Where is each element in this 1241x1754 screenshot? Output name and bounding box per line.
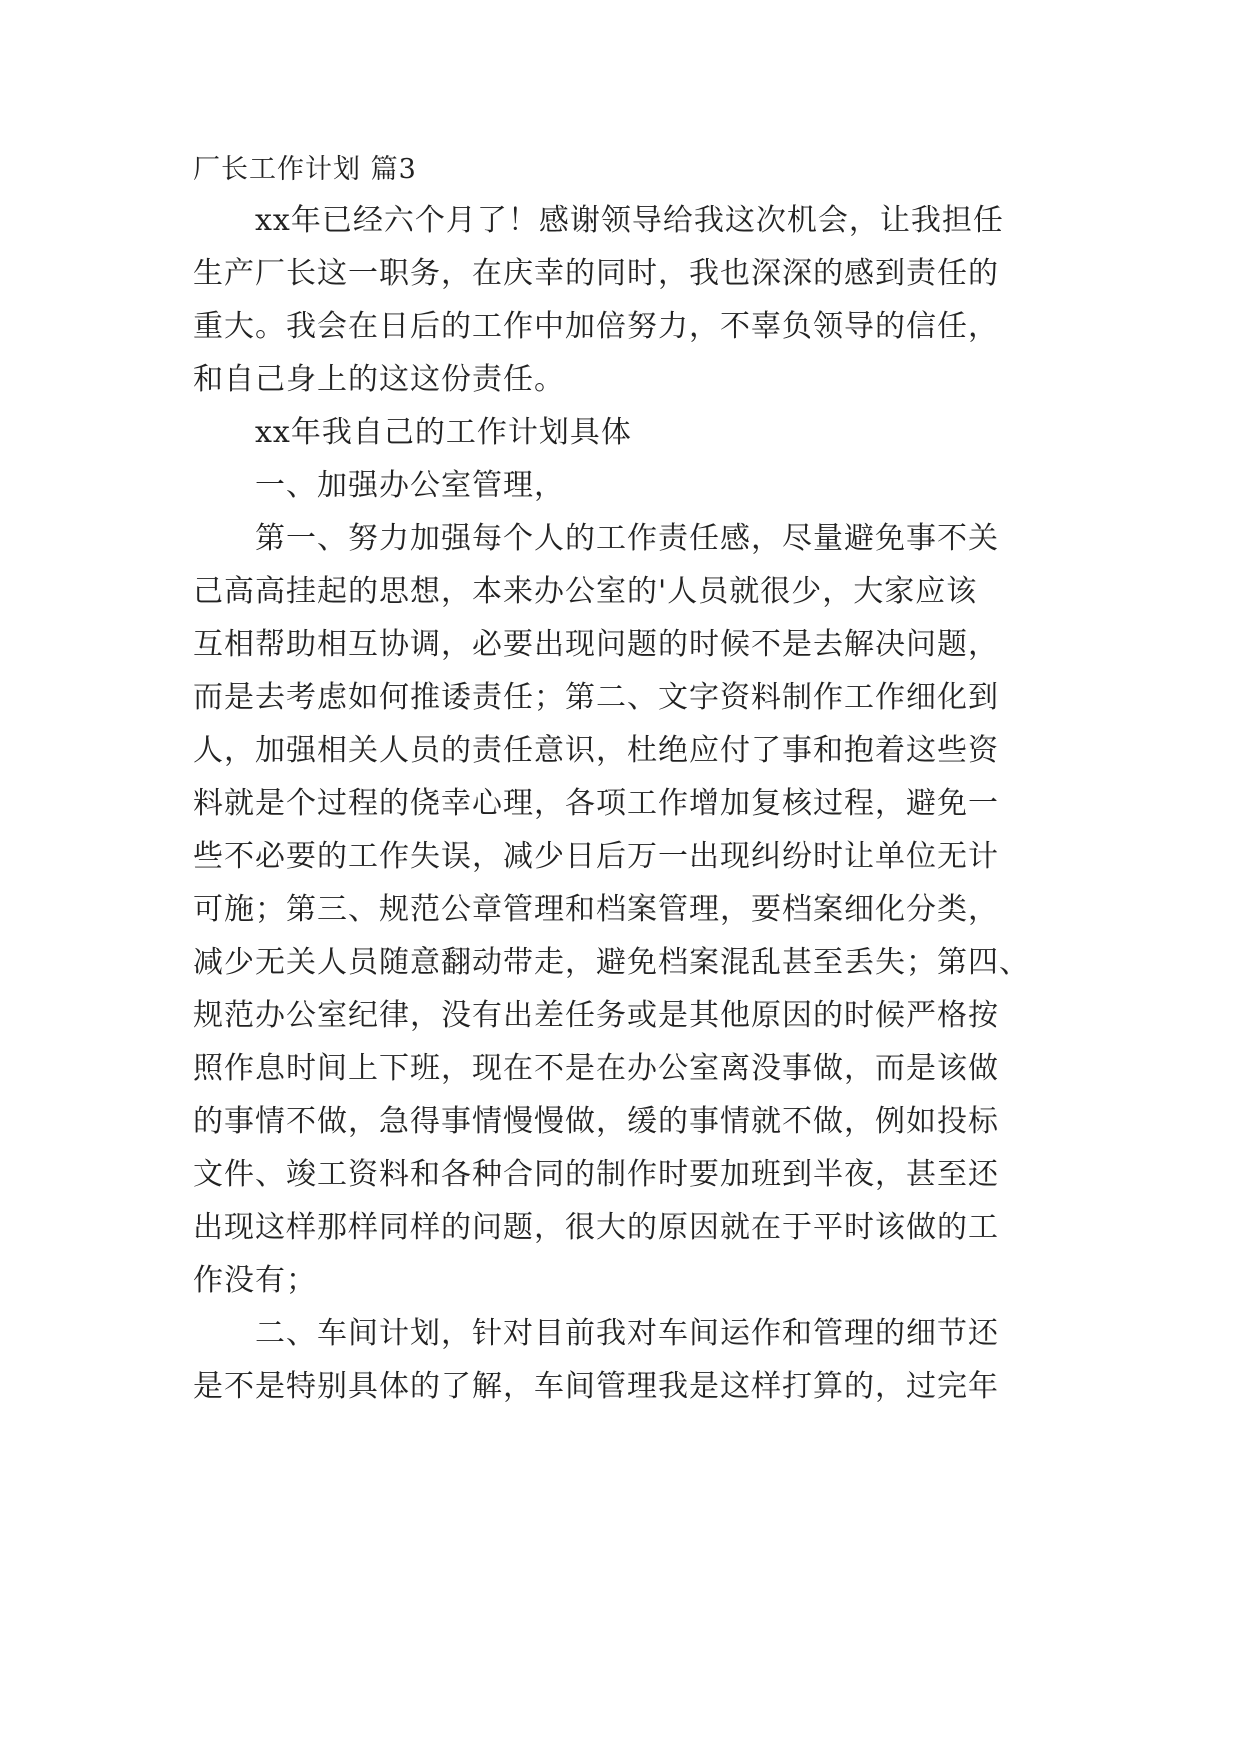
paragraph-line: 可施；第三、规范公章管理和档案管理，要档案细化分类，: [193, 892, 999, 927]
section-heading: 一、加强办公室管理，: [255, 468, 565, 503]
paragraph-line: 作没有；: [193, 1263, 317, 1298]
paragraph-line: 是不是特别具体的了解，车间管理我是这样打算的，过完年: [193, 1369, 999, 1404]
paragraph-line: 而是去考虑如何推诿责任；第二、文字资料制作工作细化到: [193, 680, 999, 715]
paragraph-line: 的事情不做，急得事情慢慢做，缓的事情就不做，例如投标: [193, 1104, 999, 1139]
paragraph-line: 生产厂长这一职务，在庆幸的同时，我也深深的感到责任的: [193, 256, 999, 291]
paragraph-line: xx年已经六个月了！感谢领导给我这次机会，让我担任: [255, 203, 1004, 238]
paragraph-line: 出现这样那样同样的问题，很大的原因就在于平时该做的工: [193, 1210, 999, 1245]
paragraph-line: 重大。我会在日后的工作中加倍努力，不辜负领导的信任，: [193, 309, 999, 344]
paragraph-line: xx年我自己的工作计划具体: [255, 415, 632, 450]
paragraph-line: 照作息时间上下班，现在不是在办公室离没事做，而是该做: [193, 1051, 999, 1086]
document-title: 厂长工作计划 篇3: [193, 154, 417, 185]
paragraph-line: 互相帮助相互协调，必要出现问题的时候不是去解决问题，: [193, 627, 999, 662]
paragraph-line: 文件、竣工资料和各种合同的制作时要加班到半夜，甚至还: [193, 1157, 999, 1192]
paragraph-line: 些不必要的工作失误，减少日后万一出现纠纷时让单位无计: [193, 839, 999, 874]
paragraph-line: 第一、努力加强每个人的工作责任感，尽量避免事不关: [255, 521, 999, 556]
paragraph-line: 人，加强相关人员的责任意识，杜绝应付了事和抱着这些资: [193, 733, 999, 768]
paragraph-line: 和自己身上的这这份责任。: [193, 362, 565, 397]
section-heading: 二、车间计划，针对目前我对车间运作和管理的细节还: [255, 1316, 999, 1351]
paragraph-line: 己高高挂起的思想，本来办公室的'人员就很少，大家应该: [193, 574, 978, 609]
paragraph-line: 减少无关人员随意翻动带走，避免档案混乱甚至丢失；第四、: [193, 945, 1030, 980]
paragraph-line: 规范办公室纪律，没有出差任务或是其他原因的时候严格按: [193, 998, 999, 1033]
paragraph-line: 料就是个过程的侥幸心理，各项工作增加复核过程，避免一: [193, 786, 999, 821]
